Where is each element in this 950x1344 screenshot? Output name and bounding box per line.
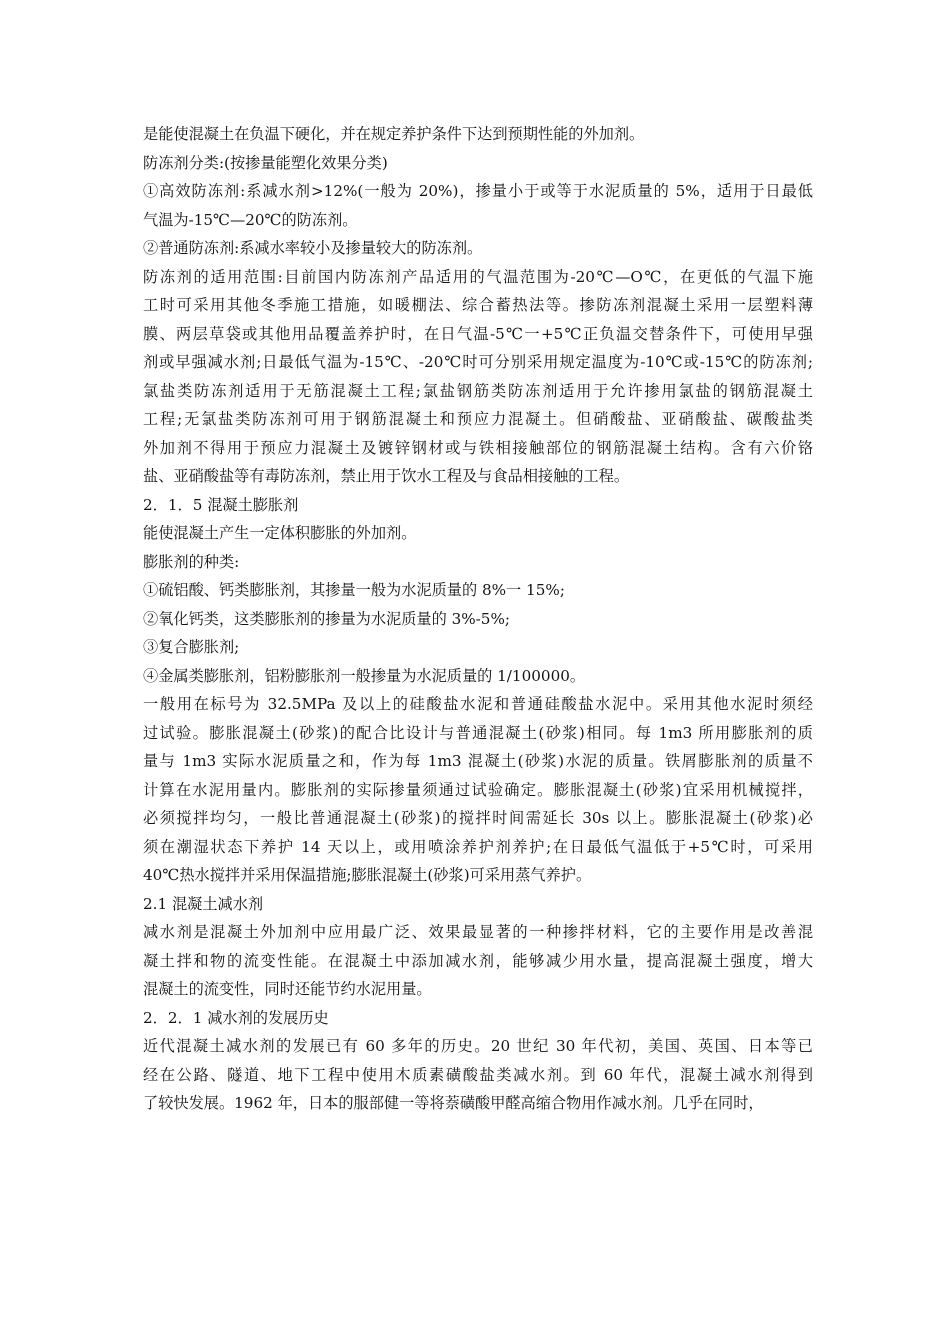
antifreeze-type-1 bbox=[143, 177, 813, 234]
text-line: 外加剂不得用于预应力混凝土及镀锌钢材或与铁相接触部位的钢筋混凝土结构。含有六价铬 bbox=[143, 438, 813, 457]
section-2-1-heading bbox=[143, 890, 813, 919]
expansion-type-3 bbox=[143, 633, 813, 662]
text-line: 凝土拌和物的流变性能。在混凝土中添加减水剂，能够减少用水量，提高混凝土强度，增大 bbox=[143, 951, 813, 970]
section-2-1-5-heading bbox=[143, 491, 813, 520]
text-line: ③复合膨胀剂; bbox=[143, 638, 240, 656]
expansion-type-4 bbox=[143, 662, 813, 691]
text-line: 量与 1m3 实际水泥质量之和，作为每 1m3 混凝土(砂浆)水泥的质量。铁屑膨胀剂的质量不 bbox=[143, 752, 813, 770]
expansion-usage bbox=[143, 690, 813, 890]
text-line: 工程;无氯盐类防冻剂可用于钢筋混凝土和预应力混凝土。但硝酸盐、亚硝酸盐、碳酸盐类 bbox=[143, 410, 813, 428]
text-line: 经在公路、隧道、地下工程中使用木质素磺酸盐类减水剂。到 60 年代，混凝土减水剂得到 bbox=[143, 1065, 813, 1084]
text-line: 2．2．1 减水剂的发展历史 bbox=[143, 1008, 329, 1027]
text-line: 是能使混凝土在负温下硬化，并在规定养护条件下达到预期性能的外加剂。 bbox=[143, 125, 645, 143]
text-line: 了较快发展。1962 年，日本的服部健一等将萘磺酸甲醛高缩合物用作减水剂。几乎在同时， bbox=[143, 1094, 764, 1112]
text-line: 一般用在标号为 32.5MPa 及以上的硅酸盐水泥和普通硅酸盐水泥中。采用其他水泥时须经 bbox=[143, 695, 813, 713]
antifreeze-scope bbox=[143, 263, 813, 491]
water-reducer-intro bbox=[143, 918, 813, 1004]
text-line: 膨胀剂的种类: bbox=[143, 552, 240, 571]
expansion-type-2 bbox=[143, 605, 813, 634]
text-line: 减水剂是混凝土外加剂中应用最广泛、效果最显著的一种掺拌材料，它的主要作用是改善混 bbox=[143, 923, 813, 941]
text-line: 防冻剂分类:(按掺量能塑化效果分类) bbox=[143, 153, 388, 172]
text-line: 2．1．5 混凝土膨胀剂 bbox=[143, 495, 299, 514]
text-line: 工时可采用其他冬季施工措施，如暖棚法、综合蓄热法等。掺防冻剂混凝土采用一层塑料薄 bbox=[143, 296, 813, 314]
text-line: 膜、两层草袋或其他用品覆盖养护时，在日气温-5℃一+5℃正负温交替条件下，可使用早强 bbox=[143, 324, 813, 343]
expansion-types-heading bbox=[143, 548, 813, 577]
antifreeze-definition bbox=[143, 120, 813, 149]
text-line: 2.1 混凝土减水剂 bbox=[143, 894, 264, 913]
text-line: 防冻剂的适用范围:目前国内防冻剂产品适用的气温范围为-20℃—O℃，在更低的气温下施 bbox=[143, 267, 813, 286]
text-line: 能使混凝土产生一定体积膨胀的外加剂。 bbox=[143, 524, 417, 542]
text-line: ②普通防冻剂:系减水率较小及掺量较大的防冻剂。 bbox=[143, 239, 483, 257]
text-line: 计算在水泥用量内。膨胀剂的实际掺量须通过试验确定。膨胀混凝土(砂浆)宜采用机械搅拌， bbox=[143, 780, 813, 799]
antifreeze-classification-heading bbox=[143, 149, 813, 178]
water-reducer-history bbox=[143, 1032, 813, 1118]
text-line: 盐、亚硝酸盐等有毒防冻剂，禁止用于饮水工程及与食品相接触的工程。 bbox=[143, 467, 629, 485]
text-line: 氯盐类防冻剂适用于无筋混凝土工程;氯盐钢筋类防冻剂适用于允许掺用氯盐的钢筋混凝土 bbox=[143, 381, 813, 400]
text-line: 40℃热水搅拌并采用保温措施;膨胀混凝土(砂浆)可采用蒸气养护。 bbox=[143, 866, 592, 884]
text-line: ①高效防冻剂:系减水剂>12%(一般为 20%)，掺量小于或等于水泥质量的 5%，适用于日最低 bbox=[143, 182, 813, 200]
document-page bbox=[143, 120, 813, 1118]
text-line: 剂或早强减水剂;日最低气温为-15℃、-20℃时可分别采用规定温度为-10℃或-15℃的防冻剂; bbox=[143, 353, 813, 371]
text-line: 近代混凝土减水剂的发展已有 60 多年的历史。20 世纪 30 年代初，美国、英国、日本等已 bbox=[143, 1037, 813, 1055]
text-line: ①硫铝酸、钙类膨胀剂，其掺量一般为水泥质量的 8%一 15%; bbox=[143, 581, 565, 599]
text-line: 混凝土的流变性，同时还能节约水泥用量。 bbox=[143, 980, 432, 998]
section-2-2-1-heading bbox=[143, 1004, 813, 1033]
expansion-definition bbox=[143, 519, 813, 548]
text-line: ④金属类膨胀剂，铝粉膨胀剂一般掺量为水泥质量的 1/100000。 bbox=[143, 666, 586, 685]
text-line: 过试验。膨胀混凝土(砂浆)的配合比设计与普通混凝土(砂浆)相同。每 1m3 所用膨胀剂的质 bbox=[143, 723, 813, 742]
expansion-type-1 bbox=[143, 576, 813, 605]
text-line: 须在潮湿状态下养护 14 天以上，或用喷涂养护剂养护;在日最低气温低于+5℃时，可采用 bbox=[143, 837, 813, 856]
text-line: 必须搅拌均匀，一般比普通混凝土(砂浆)的搅拌时间需延长 30s 以上。膨胀混凝土(砂浆)必 bbox=[143, 809, 813, 827]
text-line: 气温为-15℃—20℃的防冻剂。 bbox=[143, 210, 358, 229]
text-line: ②氧化钙类，这类膨胀剂的掺量为水泥质量的 3%-5%; bbox=[143, 609, 511, 628]
antifreeze-type-2 bbox=[143, 234, 813, 263]
